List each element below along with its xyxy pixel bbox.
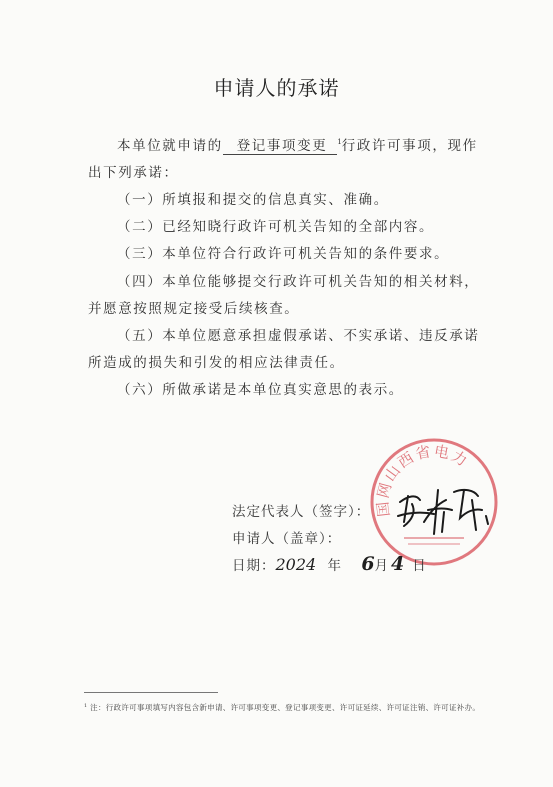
date-day-unit: 日: [412, 558, 427, 574]
footnote-text: 注：行政许可事项填写内容包含新申请、许可事项变更、登记事项变更、许可证延续、许可证注销、许可证补办。: [90, 703, 481, 712]
commitment-item-3: （三）本单位符合行政许可机关告知的条件要求。: [117, 246, 450, 262]
applicant-seal-label: 申请人（盖章）：: [232, 531, 342, 547]
intro-suffix: 行政许可事项，现作: [341, 138, 478, 154]
footnote: [84, 699, 484, 715]
commitment-item-5-continuation: 所造成的损失和引发的相应法律责任。: [88, 355, 345, 371]
date-month-unit: 月: [374, 558, 390, 574]
commitment-item-6: （六）所做承诺是本单位真实意思的表示。: [117, 382, 404, 398]
legal-rep-signature-label: 法定代表人（签字）：: [232, 504, 371, 520]
application-type-field: 登记事项变更: [223, 134, 338, 155]
intro-prefix: 本单位就申请的: [117, 138, 223, 154]
date-label: 日期：: [232, 558, 276, 574]
commitment-item-4: （四）本单位能够提交行政许可机关告知的相关材料，: [117, 274, 480, 290]
commitment-item-4-continuation: 并愿意按照规定接受后续核查。: [88, 301, 300, 317]
commitment-item-5: （五）本单位愿意承担虚假承诺、不实承诺、违反承诺: [117, 328, 480, 344]
handwritten-signature: [394, 482, 494, 542]
date-year: 2024: [275, 555, 317, 574]
date-day: 4: [391, 553, 405, 575]
footnote-marker: 1: [337, 138, 342, 146]
date-year-unit: 年: [327, 558, 343, 574]
date-month: 6: [361, 553, 375, 575]
footnote-divider: [84, 692, 218, 693]
date-line: [232, 553, 427, 575]
page-title: 申请人的承诺: [213, 76, 340, 100]
commitment-item-2: （二）已经知晓行政许可机关告知的全部内容。: [117, 219, 435, 235]
footnote-number: 1: [84, 703, 88, 709]
seal-text: 国网山西省电力: [373, 442, 473, 518]
commitment-item-1: （一）所填报和提交的信息真实、准确。: [117, 192, 389, 208]
intro-line: [117, 134, 478, 155]
intro-continuation: 出下列承诺：: [88, 165, 179, 181]
